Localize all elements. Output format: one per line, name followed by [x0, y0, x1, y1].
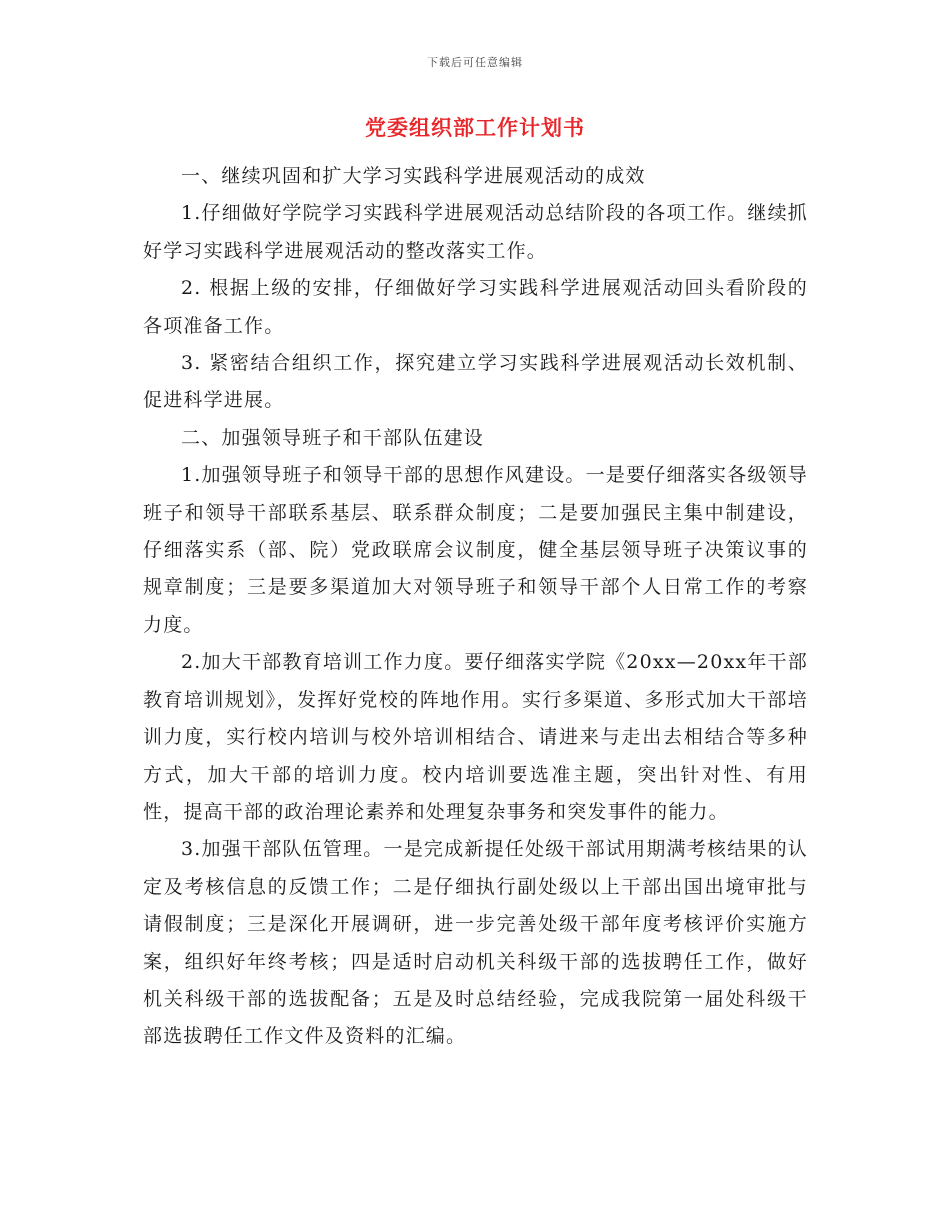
- header-note: 下载后可任意编辑: [427, 56, 523, 69]
- document-body: [143, 158, 808, 1056]
- paragraph: 3. 紧密结合组织工作，探究建立学习实践科学进展观活动长效机制、促进科学进展。: [143, 352, 808, 412]
- paragraph: 2. 根据上级的安排，仔细做好学习实践科学进展观活动回头看阶段的各项准备工作。: [143, 277, 808, 337]
- paragraph: 1.加强领导班子和领导干部的思想作风建设。一是要仔细落实各级领导班子和领导干部联系基层、联系群众制度；二是要加强民主集中制建设，仔细落实系（部、院）党政联席会议制度，健全基层领导班子决策议事的规章制度；三是要多渠道加大对领导班子和领导干部个人日常工作的考察力度。: [143, 464, 808, 636]
- paragraph: 2.加大干部教育培训工作力度。要仔细落实学院《20xx—20xx年干部教育培训规划》，发挥好党校的阵地作用。实行多渠道、多形式加大干部培训力度，实行校内培训与校外培训相结合、请进来与走出去相结合等多种方式，加大干部的培训力度。校内培训要选准主题，突出针对性、有用性，提高干部的政治理论素养和处理复杂事务和突发事件的能力。: [143, 651, 808, 823]
- section-heading-1: 一、继续巩固和扩大学习实践科学进展观活动的成效: [181, 165, 646, 187]
- document-title: 党委组织部工作计划书: [365, 115, 585, 140]
- paragraph: 3.加强干部队伍管理。一是完成新提任处级干部试用期满考核结果的认定及考核信息的反馈工作；二是仔细执行副处级以上干部出国出境审批与请假制度；三是深化开展调研，进一步完善处级干部年度考核评价实施方案，组织好年终考核；四是适时启动机关科级干部的选拔聘任工作，做好机关科级干部的选拔配备；五是及时总结经验，完成我院第一届处科级干部选拔聘任工作文件及资料的汇编。: [143, 838, 808, 1048]
- section-heading-2: 二、加强领导班子和干部队伍建设: [181, 426, 485, 449]
- paragraph: 1.仔细做好学院学习实践科学进展观活动总结阶段的各项工作。继续抓好学习实践科学进展观活动的整改落实工作。: [143, 202, 808, 262]
